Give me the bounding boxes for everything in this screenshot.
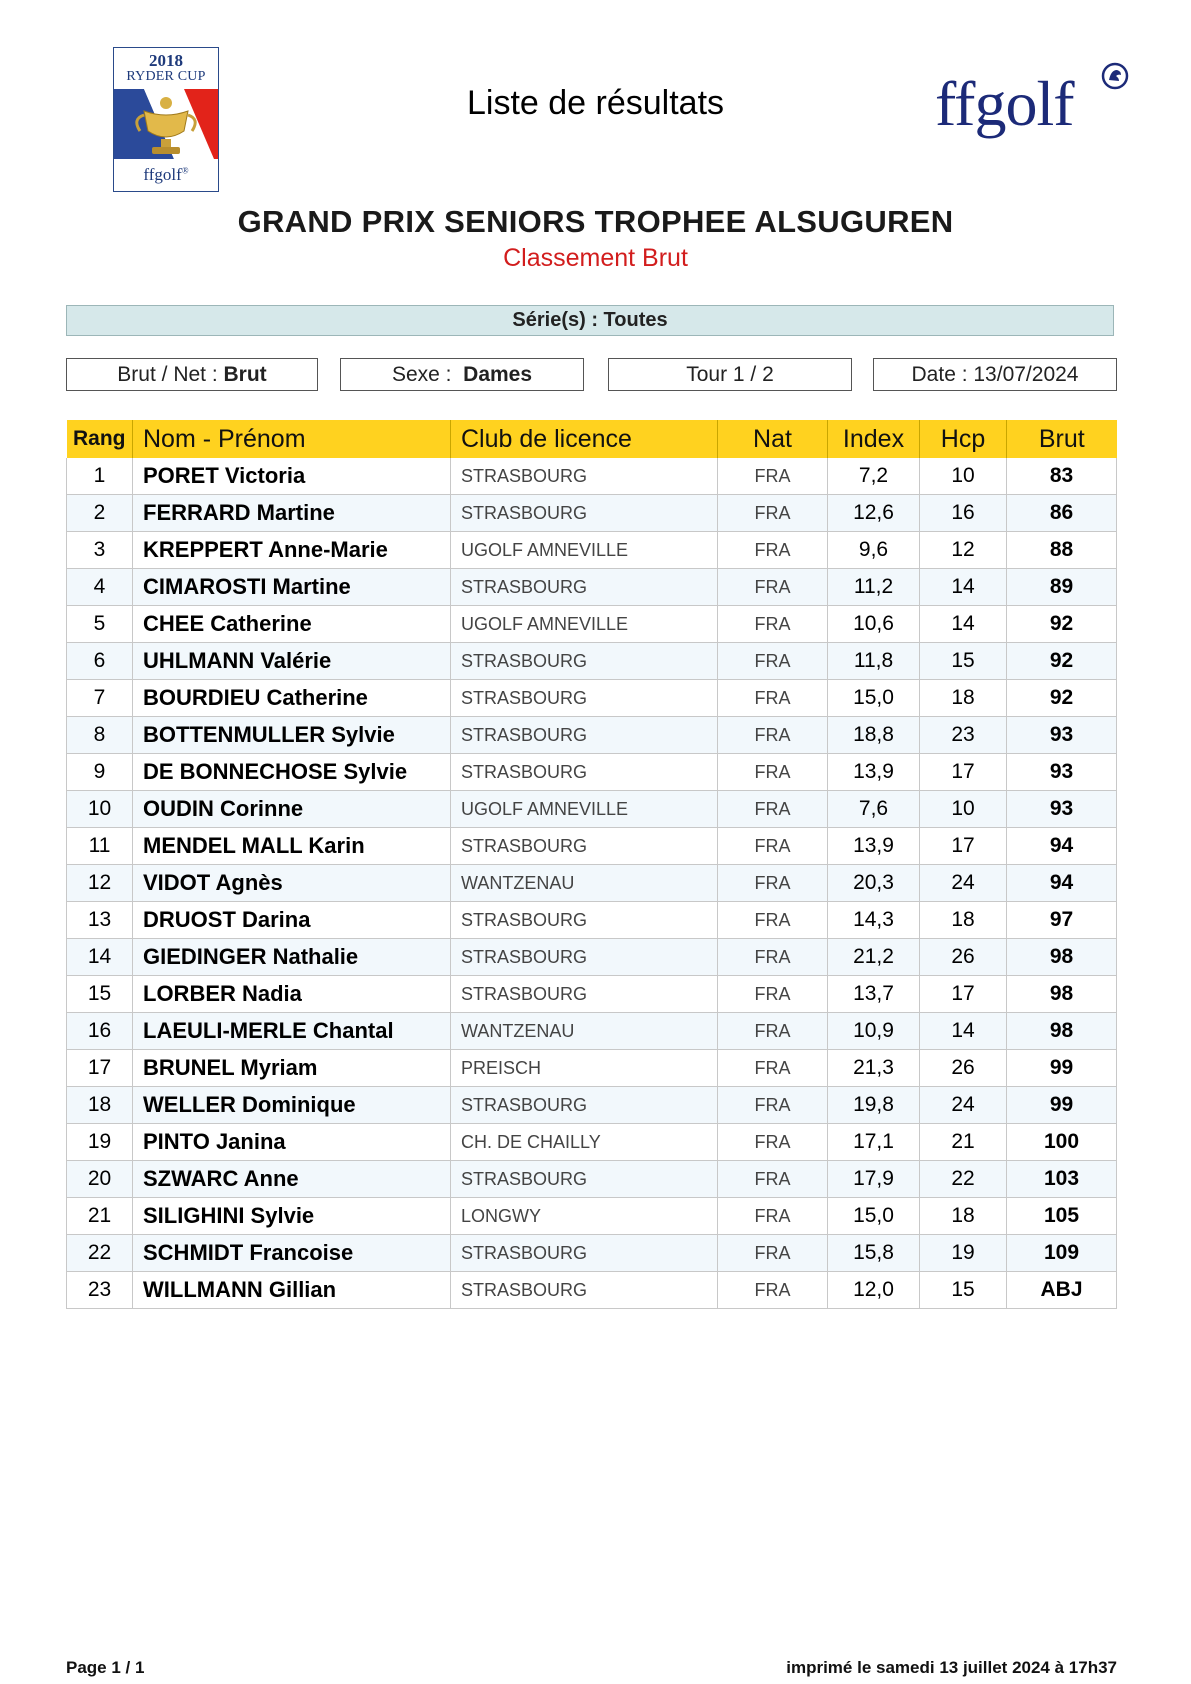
sexe-value: Dames <box>463 363 533 386</box>
cell-rang: 21 <box>67 1198 133 1235</box>
cell-club: UGOLF AMNEVILLE <box>451 606 718 643</box>
cell-brut: ABJ <box>1007 1272 1117 1309</box>
table-row <box>67 1050 1117 1087</box>
cell-nat: FRA <box>718 495 828 532</box>
table-row <box>67 643 1117 680</box>
cell-club: STRASBOURG <box>451 754 718 791</box>
cell-hcp: 17 <box>920 754 1007 791</box>
cell-name: WELLER Dominique <box>133 1087 451 1124</box>
cell-name: DRUOST Darina <box>133 902 451 939</box>
cell-club: STRASBOURG <box>451 1272 718 1309</box>
results-table <box>66 420 1117 1309</box>
cell-hcp: 10 <box>920 791 1007 828</box>
cell-index: 15,8 <box>828 1235 920 1272</box>
cell-brut: 93 <box>1007 754 1117 791</box>
cell-brut: 100 <box>1007 1124 1117 1161</box>
cell-rang: 18 <box>67 1087 133 1124</box>
cell-hcp: 14 <box>920 606 1007 643</box>
cell-name: FERRARD Martine <box>133 495 451 532</box>
table-row <box>67 1124 1117 1161</box>
cell-name: LORBER Nadia <box>133 976 451 1013</box>
ryder-cup-name: RYDER CUP <box>126 69 206 84</box>
brut-net-label: Brut / Net : <box>117 363 218 386</box>
cell-nat: FRA <box>718 458 828 495</box>
cell-hcp: 10 <box>920 458 1007 495</box>
cell-name: GIEDINGER Nathalie <box>133 939 451 976</box>
date-label: Date : 13/07/2024 <box>911 363 1079 386</box>
cell-index: 18,8 <box>828 717 920 754</box>
cell-name: WILLMANN Gillian <box>133 1272 451 1309</box>
col-header-index: Index <box>828 420 920 458</box>
col-header-club: Club de licence <box>451 420 718 458</box>
cell-name: DE BONNECHOSE Sylvie <box>133 754 451 791</box>
cell-rang: 19 <box>67 1124 133 1161</box>
cell-nat: FRA <box>718 1124 828 1161</box>
cell-nat: FRA <box>718 1272 828 1309</box>
cell-club: STRASBOURG <box>451 1161 718 1198</box>
cell-club: WANTZENAU <box>451 1013 718 1050</box>
cell-index: 21,2 <box>828 939 920 976</box>
cell-brut: 83 <box>1007 458 1117 495</box>
cell-name: BOURDIEU Catherine <box>133 680 451 717</box>
table-row <box>67 458 1117 495</box>
cell-nat: FRA <box>718 976 828 1013</box>
cell-nat: FRA <box>718 1050 828 1087</box>
cell-index: 13,9 <box>828 828 920 865</box>
cell-rang: 22 <box>67 1235 133 1272</box>
cell-club: STRASBOURG <box>451 495 718 532</box>
cell-rang: 7 <box>67 680 133 717</box>
cell-brut: 98 <box>1007 976 1117 1013</box>
cell-nat: FRA <box>718 902 828 939</box>
cell-hcp: 24 <box>920 865 1007 902</box>
cell-club: LONGWY <box>451 1198 718 1235</box>
cell-hcp: 19 <box>920 1235 1007 1272</box>
cell-nat: FRA <box>718 1161 828 1198</box>
cell-brut: 92 <box>1007 680 1117 717</box>
cell-index: 12,0 <box>828 1272 920 1309</box>
cell-index: 7,6 <box>828 791 920 828</box>
cell-rang: 3 <box>67 532 133 569</box>
cell-hcp: 21 <box>920 1124 1007 1161</box>
cell-brut: 98 <box>1007 1013 1117 1050</box>
print-timestamp: imprimé le samedi 13 juillet 2024 à 17h37 <box>786 1658 1117 1677</box>
cell-name: PORET Victoria <box>133 458 451 495</box>
cell-rang: 14 <box>67 939 133 976</box>
cell-nat: FRA <box>718 717 828 754</box>
col-header-hcp: Hcp <box>920 420 1007 458</box>
sexe-label: Sexe : <box>391 363 452 386</box>
table-row <box>67 754 1117 791</box>
tour-label: Tour 1 / 2 <box>686 363 774 386</box>
cell-brut: 109 <box>1007 1235 1117 1272</box>
sexe-box <box>340 358 584 391</box>
cell-nat: FRA <box>718 791 828 828</box>
table-row <box>67 1161 1117 1198</box>
cell-hcp: 23 <box>920 717 1007 754</box>
brut-net-value: Brut <box>223 363 267 386</box>
cell-index: 20,3 <box>828 865 920 902</box>
cell-nat: FRA <box>718 569 828 606</box>
cell-brut: 105 <box>1007 1198 1117 1235</box>
cell-rang: 16 <box>67 1013 133 1050</box>
cell-hcp: 14 <box>920 569 1007 606</box>
table-row <box>67 976 1117 1013</box>
cell-club: STRASBOURG <box>451 902 718 939</box>
cell-index: 19,8 <box>828 1087 920 1124</box>
col-header-rang: Rang <box>67 420 133 458</box>
ffgolf-logo-text: ffgolf <box>935 68 1074 139</box>
cell-hcp: 15 <box>920 1272 1007 1309</box>
tour-box <box>608 358 852 391</box>
cell-hcp: 24 <box>920 1087 1007 1124</box>
cell-index: 15,0 <box>828 1198 920 1235</box>
col-header-nat: Nat <box>718 420 828 458</box>
cell-rang: 10 <box>67 791 133 828</box>
cell-name: MENDEL MALL Karin <box>133 828 451 865</box>
cell-name: KREPPERT Anne-Marie <box>133 532 451 569</box>
cell-nat: FRA <box>718 680 828 717</box>
cell-brut: 94 <box>1007 865 1117 902</box>
cell-name: CHEE Catherine <box>133 606 451 643</box>
cell-brut: 94 <box>1007 828 1117 865</box>
table-row <box>67 532 1117 569</box>
cell-hcp: 14 <box>920 1013 1007 1050</box>
cell-club: WANTZENAU <box>451 865 718 902</box>
table-row <box>67 828 1117 865</box>
cell-club: UGOLF AMNEVILLE <box>451 791 718 828</box>
cell-rang: 11 <box>67 828 133 865</box>
cell-rang: 15 <box>67 976 133 1013</box>
cell-nat: FRA <box>718 1013 828 1050</box>
cell-nat: FRA <box>718 606 828 643</box>
cell-club: STRASBOURG <box>451 976 718 1013</box>
cell-hcp: 26 <box>920 939 1007 976</box>
cell-rang: 9 <box>67 754 133 791</box>
cell-rang: 20 <box>67 1161 133 1198</box>
table-row <box>67 569 1117 606</box>
cell-club: STRASBOURG <box>451 643 718 680</box>
cell-nat: FRA <box>718 643 828 680</box>
table-row <box>67 902 1117 939</box>
cell-hcp: 15 <box>920 643 1007 680</box>
cell-brut: 99 <box>1007 1087 1117 1124</box>
cell-name: OUDIN Corinne <box>133 791 451 828</box>
cell-rang: 23 <box>67 1272 133 1309</box>
cell-brut: 93 <box>1007 791 1117 828</box>
cell-index: 9,6 <box>828 532 920 569</box>
cell-name: SILIGHINI Sylvie <box>133 1198 451 1235</box>
cell-index: 7,2 <box>828 458 920 495</box>
cell-brut: 92 <box>1007 643 1117 680</box>
table-row <box>67 495 1117 532</box>
cell-index: 17,1 <box>828 1124 920 1161</box>
cell-index: 14,3 <box>828 902 920 939</box>
cell-rang: 17 <box>67 1050 133 1087</box>
date-box <box>873 358 1117 391</box>
cell-rang: 1 <box>67 458 133 495</box>
event-title: GRAND PRIX SENIORS TROPHEE ALSUGUREN <box>237 204 954 239</box>
ranking-subtitle: Classement Brut <box>503 244 688 272</box>
cell-index: 10,6 <box>828 606 920 643</box>
cell-name: VIDOT Agnès <box>133 865 451 902</box>
cell-rang: 13 <box>67 902 133 939</box>
cell-club: STRASBOURG <box>451 1087 718 1124</box>
cell-index: 12,6 <box>828 495 920 532</box>
ffgolf-logo <box>935 62 1135 152</box>
cell-name: SCHMIDT Francoise <box>133 1235 451 1272</box>
table-row <box>67 1013 1117 1050</box>
cell-nat: FRA <box>718 532 828 569</box>
cell-club: STRASBOURG <box>451 828 718 865</box>
cell-brut: 89 <box>1007 569 1117 606</box>
cell-brut: 99 <box>1007 1050 1117 1087</box>
cell-index: 11,8 <box>828 643 920 680</box>
cell-rang: 4 <box>67 569 133 606</box>
cell-brut: 98 <box>1007 939 1117 976</box>
cell-club: UGOLF AMNEVILLE <box>451 532 718 569</box>
cell-brut: 103 <box>1007 1161 1117 1198</box>
cell-hcp: 17 <box>920 828 1007 865</box>
cell-club: STRASBOURG <box>451 939 718 976</box>
ryder-cup-brand: ffgolf® <box>143 165 189 184</box>
cell-rang: 6 <box>67 643 133 680</box>
cell-rang: 2 <box>67 495 133 532</box>
cell-hcp: 18 <box>920 1198 1007 1235</box>
cell-name: CIMAROSTI Martine <box>133 569 451 606</box>
table-row <box>67 791 1117 828</box>
table-row <box>67 1272 1117 1309</box>
cell-nat: FRA <box>718 828 828 865</box>
table-row <box>67 717 1117 754</box>
table-row <box>67 1087 1117 1124</box>
cell-hcp: 22 <box>920 1161 1007 1198</box>
cell-index: 17,9 <box>828 1161 920 1198</box>
cell-index: 21,3 <box>828 1050 920 1087</box>
cell-club: CH. DE CHAILLY <box>451 1124 718 1161</box>
cell-index: 11,2 <box>828 569 920 606</box>
cell-index: 15,0 <box>828 680 920 717</box>
cell-club: STRASBOURG <box>451 717 718 754</box>
cell-name: SZWARC Anne <box>133 1161 451 1198</box>
table-row <box>67 939 1117 976</box>
cell-index: 13,9 <box>828 754 920 791</box>
cell-nat: FRA <box>718 754 828 791</box>
table-row <box>67 865 1117 902</box>
ryder-cup-year: 2018 <box>149 51 183 70</box>
page-title: Liste de résultats <box>466 84 725 122</box>
cell-nat: FRA <box>718 1087 828 1124</box>
cell-club: STRASBOURG <box>451 569 718 606</box>
table-row <box>67 1198 1117 1235</box>
cell-index: 13,7 <box>828 976 920 1013</box>
cell-hcp: 12 <box>920 532 1007 569</box>
cell-rang: 8 <box>67 717 133 754</box>
cell-hcp: 18 <box>920 902 1007 939</box>
cell-club: STRASBOURG <box>451 680 718 717</box>
cell-index: 10,9 <box>828 1013 920 1050</box>
cell-name: BOTTENMULLER Sylvie <box>133 717 451 754</box>
col-header-name: Nom - Prénom <box>133 420 451 458</box>
cell-club: PREISCH <box>451 1050 718 1087</box>
cell-club: STRASBOURG <box>451 1235 718 1272</box>
cell-nat: FRA <box>718 1235 828 1272</box>
table-row <box>67 606 1117 643</box>
cell-rang: 5 <box>67 606 133 643</box>
cell-brut: 86 <box>1007 495 1117 532</box>
table-header-row <box>67 420 1117 458</box>
cell-rang: 12 <box>67 865 133 902</box>
brut-net-box <box>66 358 318 391</box>
cell-club: STRASBOURG <box>451 458 718 495</box>
cell-hcp: 26 <box>920 1050 1007 1087</box>
cell-brut: 93 <box>1007 717 1117 754</box>
table-row <box>67 680 1117 717</box>
col-header-brut: Brut <box>1007 420 1117 458</box>
cell-name: UHLMANN Valérie <box>133 643 451 680</box>
cell-hcp: 18 <box>920 680 1007 717</box>
cell-name: PINTO Janina <box>133 1124 451 1161</box>
cell-name: LAEULI-MERLE Chantal <box>133 1013 451 1050</box>
table-row <box>67 1235 1117 1272</box>
cell-brut: 88 <box>1007 532 1117 569</box>
cell-hcp: 17 <box>920 976 1007 1013</box>
cell-nat: FRA <box>718 939 828 976</box>
cell-hcp: 16 <box>920 495 1007 532</box>
rooster-icon <box>1101 62 1129 90</box>
cell-brut: 97 <box>1007 902 1117 939</box>
series-bar: Série(s) : Toutes <box>66 305 1114 336</box>
cell-nat: FRA <box>718 1198 828 1235</box>
cell-nat: FRA <box>718 865 828 902</box>
page-number: Page 1 / 1 <box>66 1658 145 1677</box>
cell-name: BRUNEL Myriam <box>133 1050 451 1087</box>
cell-brut: 92 <box>1007 606 1117 643</box>
results-body <box>67 458 1117 1309</box>
